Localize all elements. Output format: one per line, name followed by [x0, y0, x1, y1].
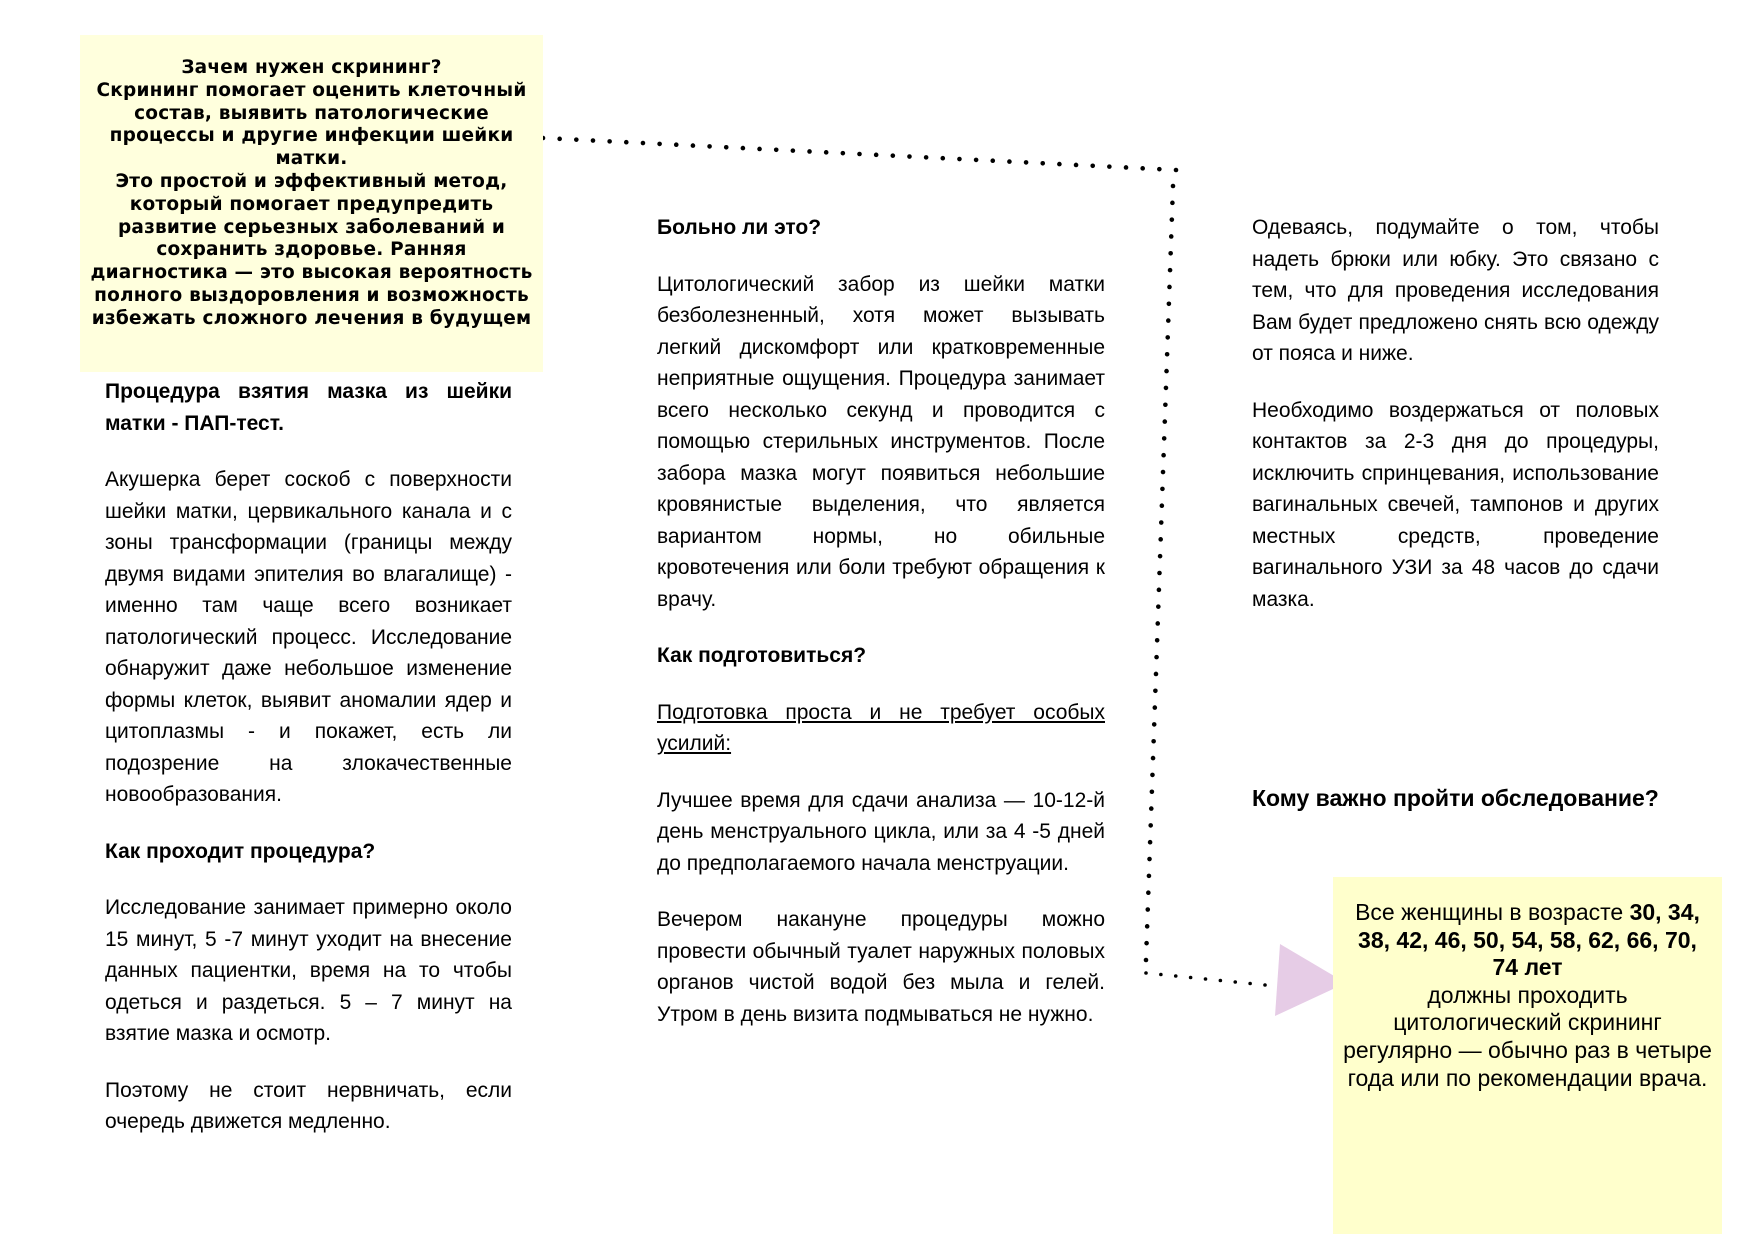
dot: [1165, 352, 1170, 357]
dot: [1090, 163, 1095, 168]
dot: [1162, 436, 1167, 441]
dot: [657, 142, 662, 147]
dot: [1160, 487, 1165, 492]
dot: [591, 138, 596, 143]
procedure-text: Исследование занимает примерно около 15 минут, 5 -7 минут уходит на внесение данных пациентки, время на то чтобы одеться и раздеться. 5 – 7 минут на взятие мазка и осмотр.: [105, 896, 512, 1045]
dot: [807, 149, 812, 154]
dot: [824, 150, 829, 155]
dot: [1204, 977, 1208, 981]
dot: [1166, 318, 1171, 323]
dot: [974, 158, 979, 163]
dot: [1145, 924, 1150, 929]
dot: [1164, 369, 1169, 374]
middle-column: [657, 212, 1105, 1055]
dot: [874, 153, 879, 158]
who-callout: [1333, 877, 1722, 1234]
dot: [1165, 335, 1170, 340]
pap-test-title: Процедура взятия мазка из шейки матки - ПАП-тест.: [105, 380, 512, 435]
dot: [1153, 705, 1158, 710]
dot: [1159, 973, 1163, 977]
dot: [841, 151, 846, 156]
dot: [1144, 941, 1149, 946]
dot: [1007, 159, 1012, 164]
dot: [691, 143, 696, 148]
dot: [1107, 164, 1112, 169]
dot: [1168, 268, 1173, 273]
dot: [791, 148, 796, 153]
dot: [924, 155, 929, 160]
dot: [1146, 890, 1151, 895]
dot: [624, 140, 629, 145]
why-screening-heading: Зачем нужен скрининг?: [181, 57, 442, 78]
dot: [1263, 983, 1267, 987]
dot: [1158, 537, 1163, 542]
dot: [1170, 201, 1175, 206]
best-time-text: Лучшее время для сдачи анализа — 10-12-й день менструального цикла, или за 4 -5 дней до предполагаемого начала менструации.: [657, 788, 1105, 875]
dot: [1168, 251, 1173, 256]
dot: [641, 141, 646, 146]
dot: [1024, 160, 1029, 165]
dot: [1169, 234, 1174, 239]
dot: [1157, 571, 1162, 576]
dot: [990, 158, 995, 163]
who-rest: должны проходить цитологический скрининг регулярно — обычно раз в четыре года или по рекомендации врача.: [1343, 981, 1712, 1091]
dot: [1152, 722, 1157, 727]
dot: [1157, 588, 1162, 593]
dot: [557, 137, 562, 142]
dot: [674, 142, 679, 147]
dot: [1248, 982, 1252, 986]
dot: [1174, 974, 1178, 978]
dot: [1149, 806, 1154, 811]
who-lead: Все женщины в возрасте: [1355, 899, 1630, 925]
dot: [1153, 688, 1158, 693]
dot: [1148, 823, 1153, 828]
dot: [1151, 739, 1156, 744]
dot: [1162, 419, 1167, 424]
dot: [1150, 789, 1155, 794]
dot: [1040, 161, 1045, 166]
dot: [774, 147, 779, 152]
dot: [1140, 166, 1145, 171]
dot: [1164, 386, 1169, 391]
dot: [1148, 840, 1153, 845]
dot: [757, 147, 762, 152]
clothing-text: Одеваясь, подумайте о том, чтобы надеть брюки или юбку. Это связано с тем, что для проведения исследования Вам будет предложено снять всю одежду от пояса и ниже.: [1252, 216, 1659, 365]
dot: [1154, 655, 1159, 660]
dot: [1167, 285, 1172, 290]
dot: [1124, 165, 1129, 170]
right-column: [1252, 212, 1659, 640]
dot: [957, 157, 962, 162]
dot: [741, 146, 746, 151]
dot: [1233, 980, 1237, 984]
dot: [1057, 162, 1062, 167]
pain-heading: Больно ли это?: [657, 216, 822, 239]
dot: [940, 156, 945, 161]
dot: [1151, 756, 1156, 761]
dot: [1155, 638, 1160, 643]
dot: [1174, 168, 1179, 173]
why-screening-text-1: Скрининг помогает оценить клеточный состав, выявить патологические процессы и другие инфекции шейки матки.: [96, 79, 527, 170]
why-screening-text-2: Это простой и эффективный метод, который помогает предупредить развитие серьезных заболеваний и сохранить здоровье. Ранняя диагностика — это высокая вероятность полного выздоровления и возможность избежать сложного лечения в будущем: [90, 170, 533, 329]
dot: [574, 137, 579, 142]
dot: [1144, 971, 1148, 975]
why-screening-callout: [80, 35, 543, 372]
pain-text: Цитологический забор из шейки матки безболезненный, хотя может вызывать легкий дискомфорт или кратковременные неприятные ощущения. Процедура занимает всего несколько секунд и проводится с помощью стерильных инструментов. После забора мазка могут появиться небольшие кровянистые выделения, что является вариантом нормы, но обильные кровотечения или боли требуют обращения к врачу.: [657, 272, 1105, 611]
dot: [1189, 976, 1193, 980]
dot: [1163, 402, 1168, 407]
dot: [707, 144, 712, 149]
dot: [1170, 217, 1175, 222]
dot: [857, 152, 862, 157]
dot: [1219, 979, 1223, 983]
dot: [607, 139, 612, 144]
dot: [1147, 874, 1152, 879]
dot: [907, 154, 912, 159]
pap-test-intro: Акушерка берет соскоб с поверхности шейки матки, цервикального канала и с зоны трансформации (границы между двумя видами эпителия во влагалище) - именно там чаще всего возникает патологический процесс. Исследование обнаружит даже небольшое изменение формы клеток, выявит аномалии ядер и цитоплазмы - и покажет, есть ли подозрение на злокачественные новообразования.: [105, 468, 512, 806]
dot: [1150, 773, 1155, 778]
dot: [1156, 604, 1161, 609]
abstain-text: Необходимо воздержаться от половых контактов за 2-3 дня до процедуры, исключить спринцевания, использование вагинальных свечей, тампонов и других местных средств, проведение вагинального УЗИ за 48 часов до сдачи мазка.: [1252, 398, 1659, 611]
dot: [1161, 453, 1166, 458]
preparation-heading: Как подготовиться?: [657, 644, 867, 667]
dot: [1074, 163, 1079, 168]
dot: [891, 153, 896, 158]
dot: [1171, 184, 1176, 189]
dot: [1144, 958, 1149, 963]
dot: [1157, 167, 1162, 172]
dot: [1160, 503, 1165, 508]
dot: [1155, 621, 1160, 626]
dot: [1147, 857, 1152, 862]
who-heading: Кому важно пройти обследование?: [1252, 785, 1659, 811]
left-column: [105, 376, 512, 1163]
who-ages: 30, 34, 38, 42, 46, 50, 54, 58, 62, 66, 70, 74 лет: [1358, 899, 1700, 981]
preparation-note: Подготовка проста и не требует особых усилий:: [657, 700, 1105, 755]
dot: [1154, 672, 1159, 677]
evening-text: Вечером накануне процедуры можно провести обычный туалет наружных половых органов чистой водой без мыла и гелей. Утром в день визита подмываться не нужно.: [657, 908, 1105, 1026]
calm-text: Поэтому не стоит нервничать, если очередь движется медленно.: [105, 1078, 512, 1133]
dot: [1167, 301, 1172, 306]
dot: [1159, 520, 1164, 525]
dot: [1145, 907, 1150, 912]
procedure-heading: Как проходит процедура?: [105, 839, 376, 863]
dot: [724, 145, 729, 150]
dot: [1161, 470, 1166, 475]
dot: [1158, 554, 1163, 559]
